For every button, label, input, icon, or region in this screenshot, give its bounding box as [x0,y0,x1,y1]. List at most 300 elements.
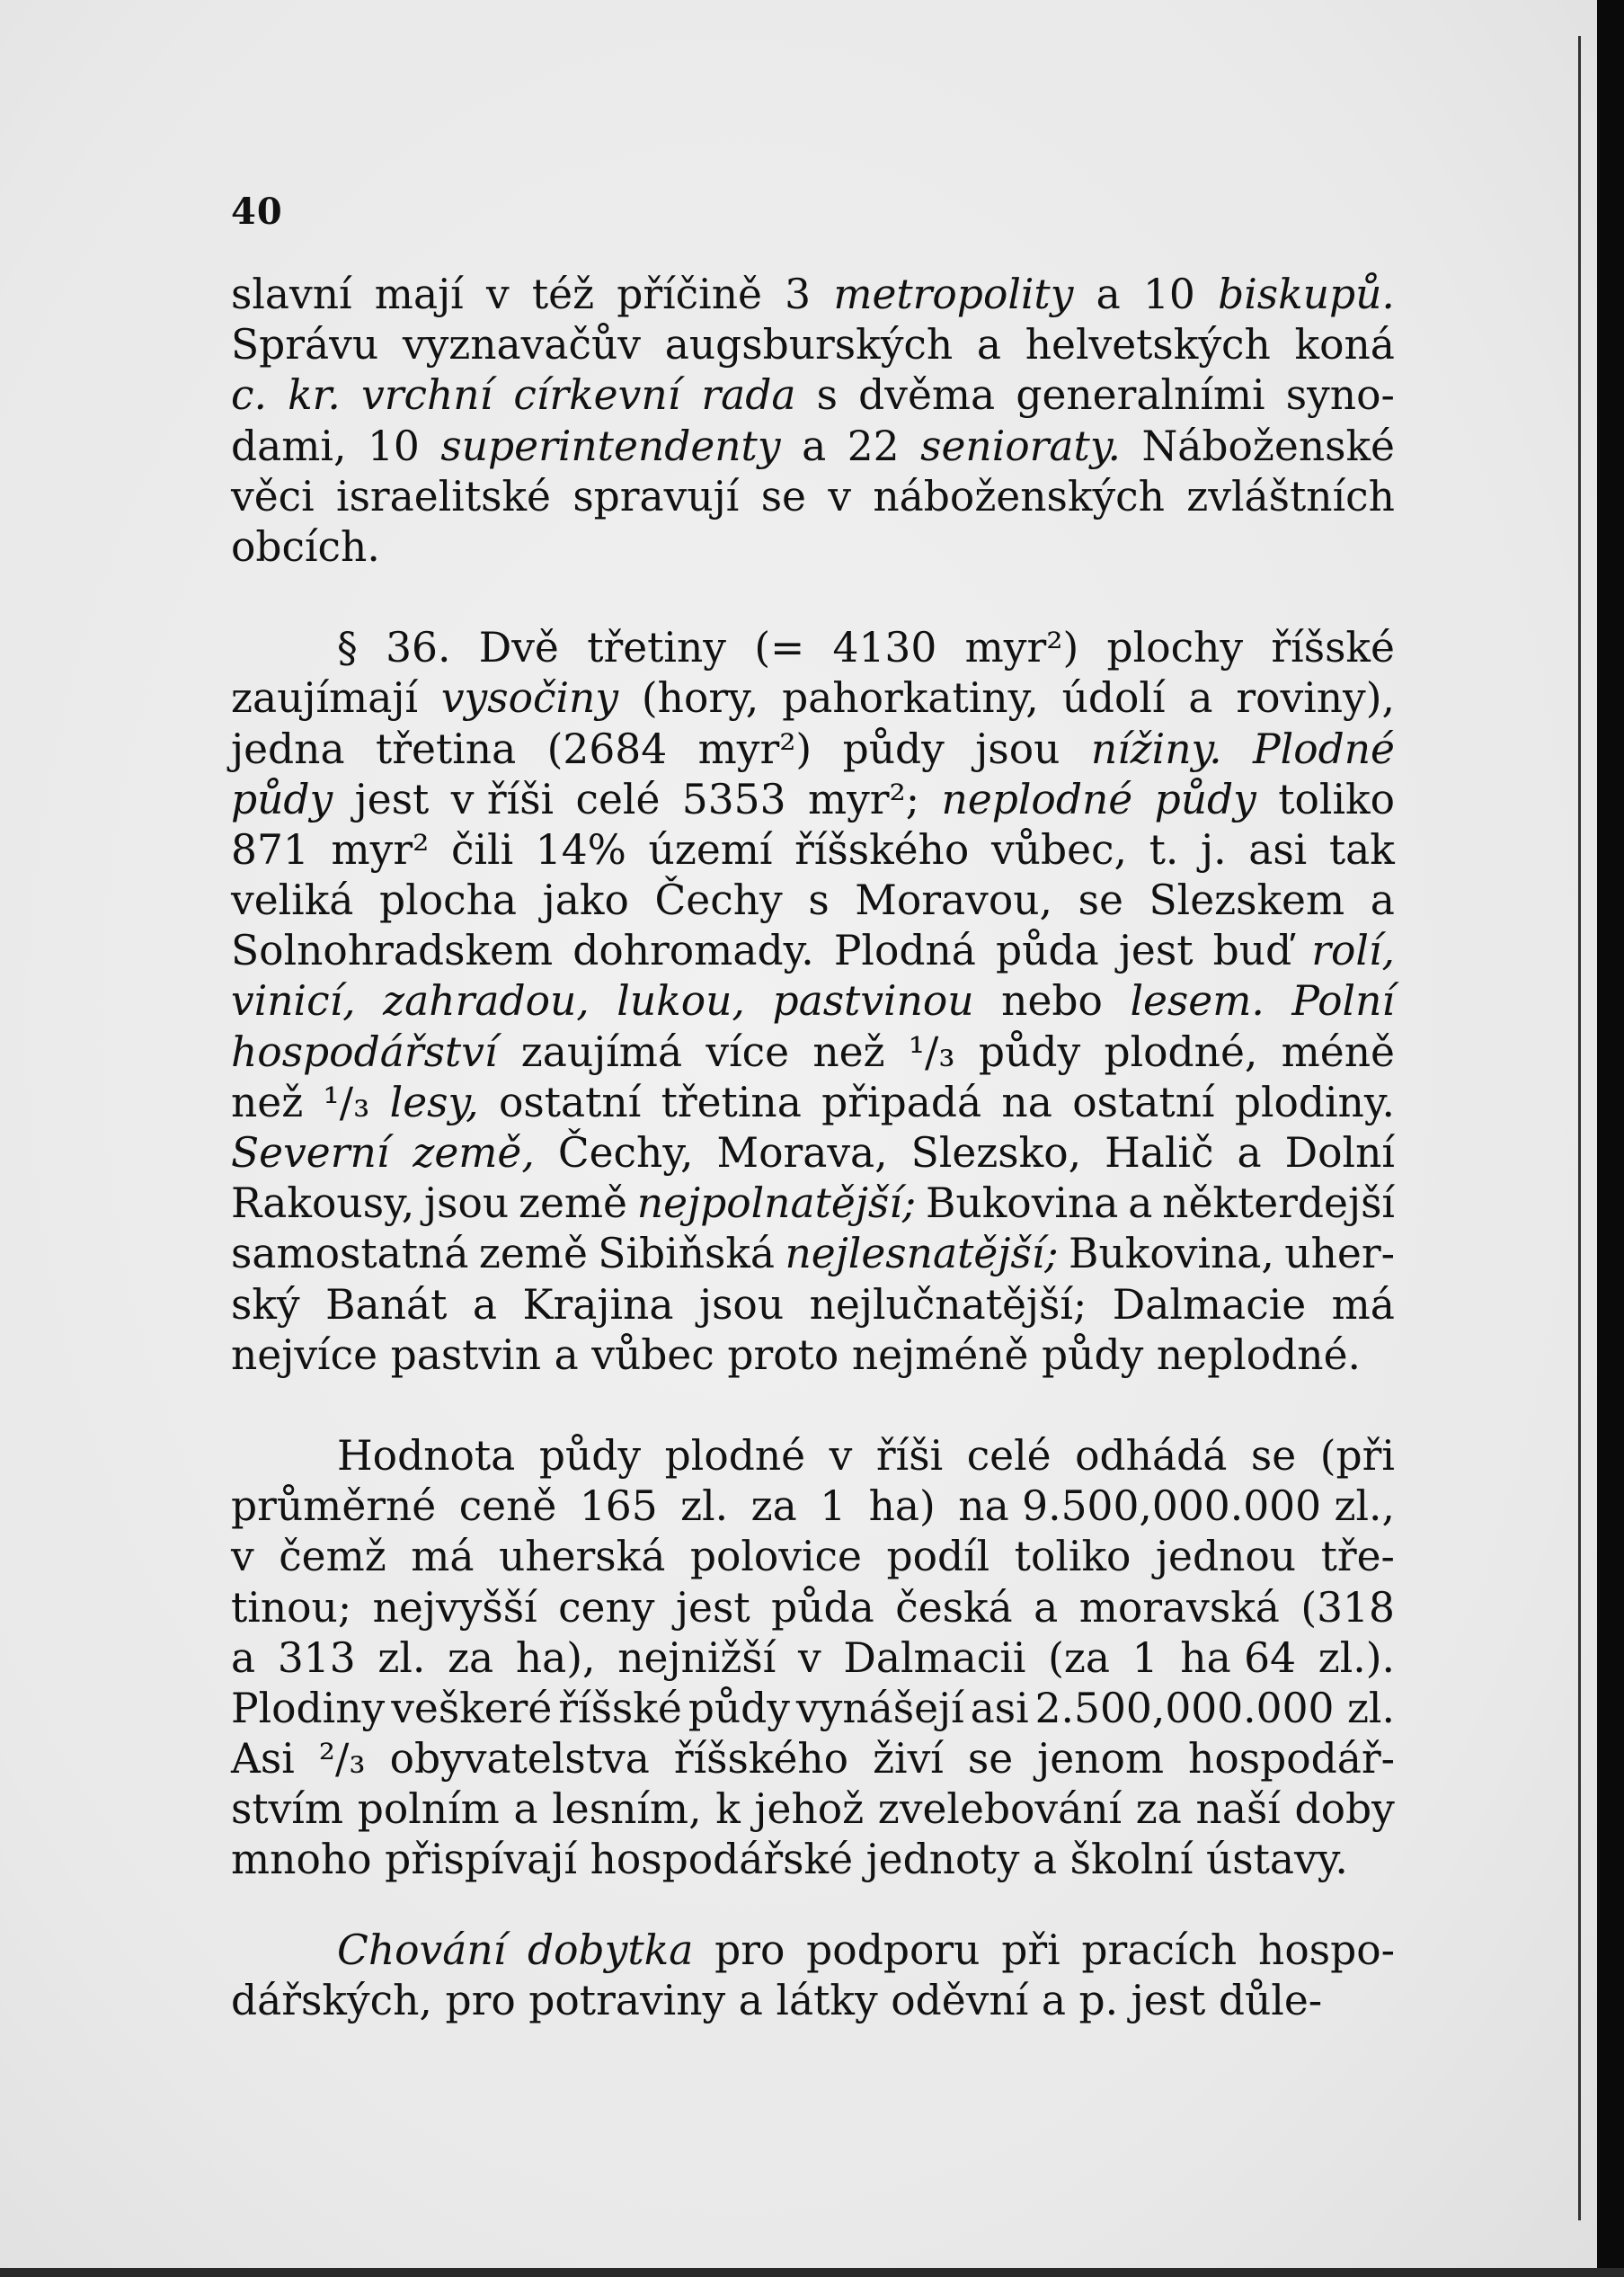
word: podporu [806,1926,981,1974]
word: ský [231,1280,300,1329]
word: a [976,321,1002,369]
paragraph [231,1431,1395,1886]
word: proto [727,1330,839,1379]
word: lesním, [552,1785,702,1834]
word: vůbec [591,1330,714,1379]
word: spravují [572,472,740,520]
word: toliko [1278,775,1395,823]
word: půda [771,1583,874,1632]
word: v [231,1533,254,1581]
word: tinou; [231,1583,352,1632]
word: se [967,1735,1014,1783]
word: kr. [288,371,341,420]
word: uher- [1284,1230,1395,1278]
word: pastvin [390,1330,542,1379]
word: Krajina [522,1280,674,1329]
word: plochy [1106,624,1244,672]
paragraph-gap [231,1381,1395,1431]
word: j. [1200,825,1227,874]
word: v [828,472,852,520]
word: ceny [558,1583,655,1632]
word: jsou [698,1280,785,1329]
text-line [231,522,1395,573]
word: půda [996,927,1099,975]
word: ²/₃ [318,1735,366,1783]
word: nejpolnatější; [636,1179,917,1228]
text-line [231,320,1395,370]
word: a [231,1633,256,1682]
word: § [337,624,358,672]
word: jako [542,876,629,925]
word: jsou [975,725,1060,773]
word: příčině [617,271,762,318]
word: jest [675,1583,750,1632]
word: země [518,1179,627,1228]
word: Bukovina, [1069,1230,1274,1278]
word: též [531,271,595,318]
word: půdy [231,775,333,823]
text-line [231,1481,1395,1532]
word: Slezsko, [910,1129,1082,1177]
word: hospo- [1258,1926,1395,1974]
word: a [554,1330,579,1379]
word: zvelebování [877,1785,1123,1834]
word: roviny), [1236,674,1395,723]
word: oděvní [891,1976,1029,2024]
word: t. [1149,825,1179,874]
word: nejméně [851,1330,1029,1379]
word: senioraty. [920,422,1121,470]
text-line [231,1431,1395,1481]
word: má [411,1533,475,1581]
word: hospodářské [590,1836,854,1884]
word: Rakousy, [231,1179,415,1228]
word: připadá [821,1078,982,1126]
word: se [760,472,806,520]
word: 4130 [832,624,937,672]
word: generalními [1016,371,1265,420]
word: jenom [1037,1735,1165,1783]
word: dářských, [231,1976,432,2024]
word: vůbec, [990,825,1127,874]
text-line [231,1128,1395,1179]
word: a [1041,1976,1066,2024]
word: lukou, [617,977,745,1026]
word: některdejší [1162,1179,1395,1228]
word: ostatní [1072,1078,1215,1126]
word: česká [895,1583,1013,1632]
word: v [485,271,510,318]
word: půdy [688,1684,790,1732]
word: celé [966,1431,1052,1480]
word: doby [1294,1785,1395,1834]
word: Severní [231,1129,390,1177]
word: Dvě [478,624,559,672]
word: tak [1328,825,1395,874]
word: s [816,371,838,420]
word: v [797,1633,821,1682]
word: potraviny [528,1976,726,2024]
text-line [231,1976,1395,2026]
word: Chování [337,1926,507,1974]
word: myr² [331,825,430,874]
word: a [1188,674,1213,723]
word: uherská [498,1533,666,1581]
word: zvláštních [1186,472,1395,520]
text-line [231,825,1395,876]
word: a [1128,1179,1153,1228]
text-line [231,1027,1395,1078]
word: půdy [978,1027,1081,1076]
word: náboženských [873,472,1165,520]
page-number: 40 [231,191,283,233]
word: dvěma [858,371,996,420]
word: v říši [450,775,555,823]
body-text [231,270,1395,2026]
word: Čechy, [557,1129,694,1177]
word: helvetských [1025,321,1271,369]
word: ústavy. [1205,1836,1348,1884]
word: přispívají [385,1836,578,1884]
text-line [231,422,1395,472]
word: Banát [325,1280,448,1329]
paragraph [231,270,1395,573]
word: Správu [231,321,379,369]
word: věci [231,472,315,520]
word: plodiny. [1234,1078,1395,1126]
paragraph [231,623,1395,1381]
word: celé [575,775,661,823]
text-line [231,1229,1395,1279]
word: Asi [231,1735,295,1783]
word: ha 64 [1180,1633,1297,1682]
text-line [231,926,1395,976]
word: (při [1319,1431,1395,1480]
word: jest [1118,927,1194,975]
word: a [472,1280,498,1329]
word: pro [714,1926,785,1974]
word: více [706,1027,790,1076]
word: pahorkatiny, [782,674,1039,723]
word: myr²) [697,725,812,773]
word: odhádá [1075,1431,1228,1480]
word: než [231,1078,304,1126]
word: třetiny [587,624,726,672]
word: údolí [1061,674,1166,723]
word: lesy, [389,1078,479,1126]
text-line [231,673,1395,724]
word: nížiny. [1090,725,1222,773]
word: veškeré [391,1684,553,1732]
word: polovice [689,1533,862,1581]
word: vynášejí [795,1684,964,1732]
word: se [1078,876,1123,925]
word: 36. [386,624,451,672]
word: 14% [535,825,626,874]
word: 1 [1131,1633,1158,1682]
word: Plodná [833,927,976,975]
word: plodné [664,1431,806,1480]
word: myr²) [964,624,1079,672]
word: vinicí, [231,977,356,1026]
word: veliká [231,876,354,925]
text-line [231,1835,1395,1885]
word: vyznavačův [402,321,642,369]
paragraph-gap [231,573,1395,623]
text-line [231,1734,1395,1784]
word: plodné, [1104,1027,1258,1076]
word: Solnohradskem [231,927,554,975]
word: 2.500,000.000 zl. [1034,1684,1395,1732]
word: slavní [231,271,352,318]
word: jest [1131,1976,1206,2024]
text-line [231,1784,1395,1835]
word: stvím [231,1785,344,1834]
word: a [513,1785,538,1834]
word: (za [1048,1633,1110,1682]
word: toliko [1014,1533,1131,1581]
word: jehož [754,1785,865,1834]
word: Halič [1105,1129,1214,1177]
word: Polní [1291,977,1395,1026]
word: myr²; [807,775,920,823]
text-line [231,876,1395,926]
word: dami, [231,422,347,470]
word: p. [1078,1976,1119,2024]
word: 5353 [681,775,786,823]
word: s [808,876,830,925]
word: samostatná [231,1230,469,1278]
word: Plodné [1253,725,1395,773]
word: zahradou, [383,977,590,1026]
text-line [231,1330,1395,1381]
word: Dalmacie [1112,1280,1307,1329]
word: (318 [1300,1583,1395,1632]
word: říši [875,1431,944,1480]
word: za [750,1482,797,1531]
word: dobytka [527,1926,694,1974]
word: podíl [886,1533,990,1581]
word: pracích [1081,1926,1238,1974]
word: průměrné [231,1482,437,1531]
word: důle- [1218,1976,1323,2024]
word: 1 [820,1482,847,1531]
word: území [648,825,773,874]
word: země [478,1230,588,1278]
word: obcích. [231,522,380,571]
word: 871 [231,825,309,874]
word: třetina [376,725,517,773]
word: zl. [377,1633,426,1682]
word: Dolní [1284,1129,1395,1177]
word: říšského [673,1735,849,1783]
word: lesem. [1130,977,1265,1026]
word: 22 [847,422,900,470]
text-line [231,1633,1395,1684]
word: augsburských [664,321,954,369]
text-line [231,1078,1395,1128]
word: na [1001,1078,1052,1126]
text-line [231,725,1395,775]
word: Plodiny [231,1684,386,1732]
word: zaujímají [231,674,418,723]
word: vysočiny [440,674,619,723]
word: Sibiňská [598,1230,776,1278]
word: ¹/₃ [323,1078,370,1126]
word: a [1034,1583,1059,1632]
word: se [1250,1431,1297,1480]
word: tře- [1320,1533,1395,1581]
word: jednoty [865,1836,1020,1884]
text-line [231,1532,1395,1582]
word: půdy [842,725,945,773]
word: mnoho [231,1836,372,1884]
word: školní [1069,1836,1194,1884]
word: syno- [1285,371,1395,420]
word: má [1331,1280,1395,1329]
word: koná [1294,321,1395,369]
word: Morava, [716,1129,888,1177]
word: půdy [1154,775,1256,823]
word: na 9.500,000.000 zl., [958,1482,1395,1531]
word: 3 [785,271,812,318]
word: moravská [1078,1583,1280,1632]
word: nebo [1001,977,1103,1026]
word: než [812,1027,885,1076]
word: metropolity [833,271,1074,318]
word: říšské [1271,624,1395,672]
word: nejlučnatější; [809,1280,1087,1329]
word: jedna [231,725,345,773]
word: čili [450,825,514,874]
word: ha) [868,1482,936,1531]
word: Hodnota [337,1431,516,1480]
text-line [231,1684,1395,1734]
text-line [231,370,1395,421]
word: naší [1195,1785,1281,1834]
word: jest [354,775,430,823]
text-line [231,1926,1395,1976]
word: hospodářství [231,1027,498,1076]
scan-right-border [1597,0,1624,2277]
word: a [738,1976,763,2024]
word: 165 [579,1482,658,1531]
word: dohromady. [572,927,814,975]
word: buď [1212,927,1292,975]
paragraph [231,1926,1395,2026]
word: za [1135,1785,1182,1834]
word: pastvinou [772,977,974,1026]
paragraph-gap [231,1886,1395,1926]
word: asi [1248,825,1308,874]
word: a [1237,1129,1262,1177]
word: superintendenty [440,422,781,470]
text-line [231,976,1395,1027]
word: ha), [515,1633,596,1682]
word: ceně [458,1482,557,1531]
word: israelitské [336,472,551,520]
word: Bukovina [925,1179,1119,1228]
word: říšské [558,1684,682,1732]
word: mají [374,271,464,318]
text-line [231,270,1395,320]
word: v [829,1431,853,1480]
word: pro [445,1976,516,2024]
word: asi [970,1684,1029,1732]
word: hospodář- [1188,1735,1395,1783]
word: a [1096,271,1121,318]
word: biskupů. [1218,271,1395,318]
word: půdy [538,1431,642,1480]
word: zl.). [1318,1633,1395,1682]
word: za [448,1633,494,1682]
word: třetina [661,1078,802,1126]
text-line [231,775,1395,825]
word: Čechy [654,876,783,925]
word: jsou [424,1179,510,1228]
word: neplodné [941,775,1133,823]
word: jednou [1155,1533,1297,1581]
word: 10 [1142,271,1195,318]
text-line [231,472,1395,522]
word: (2684 [546,725,668,773]
word: při [1001,1926,1060,1974]
word: obyvatelstva [389,1735,650,1783]
word: čemž [279,1533,386,1581]
scan-bottom-border [0,2268,1624,2277]
word: neplodné. [1156,1330,1361,1379]
word: zaujímá [520,1027,683,1076]
word: zl. [680,1482,729,1531]
word: živí [873,1735,944,1783]
word: Moravou, [855,876,1053,925]
word: rolí, [1311,927,1395,975]
text-line [231,1583,1395,1633]
word: půdy [1042,1330,1144,1379]
word: plocha [379,876,518,925]
word: látky [776,1976,878,2024]
word: (= [754,624,805,672]
word: méně [1281,1027,1395,1076]
word: ostatní [498,1078,642,1126]
word: a [802,422,827,470]
word: Slezskem [1149,876,1345,925]
word: 10 [367,422,420,470]
word: říšského [794,825,970,874]
word: ¹/₃ [908,1027,955,1076]
word: Náboženské [1141,422,1395,470]
word: 313 [277,1633,356,1682]
word: nejvíce [231,1330,378,1379]
word: k [715,1785,741,1834]
word: nejvyšší [372,1583,537,1632]
word: polním [357,1785,500,1834]
text-line [231,1280,1395,1330]
word: a [1370,876,1395,925]
word: země, [413,1129,535,1177]
word: rada [701,371,796,420]
word: c. [231,371,267,420]
word: Dalmacii [843,1633,1026,1682]
word: nejnižší [617,1633,777,1682]
word: nejlesnatější; [785,1230,1059,1278]
word: a [1032,1836,1058,1884]
text-line [231,1179,1395,1229]
text-line [231,623,1395,673]
binding-shadow-line [1578,36,1581,2220]
word: vrchní [361,371,493,420]
word: církevní [513,371,681,420]
